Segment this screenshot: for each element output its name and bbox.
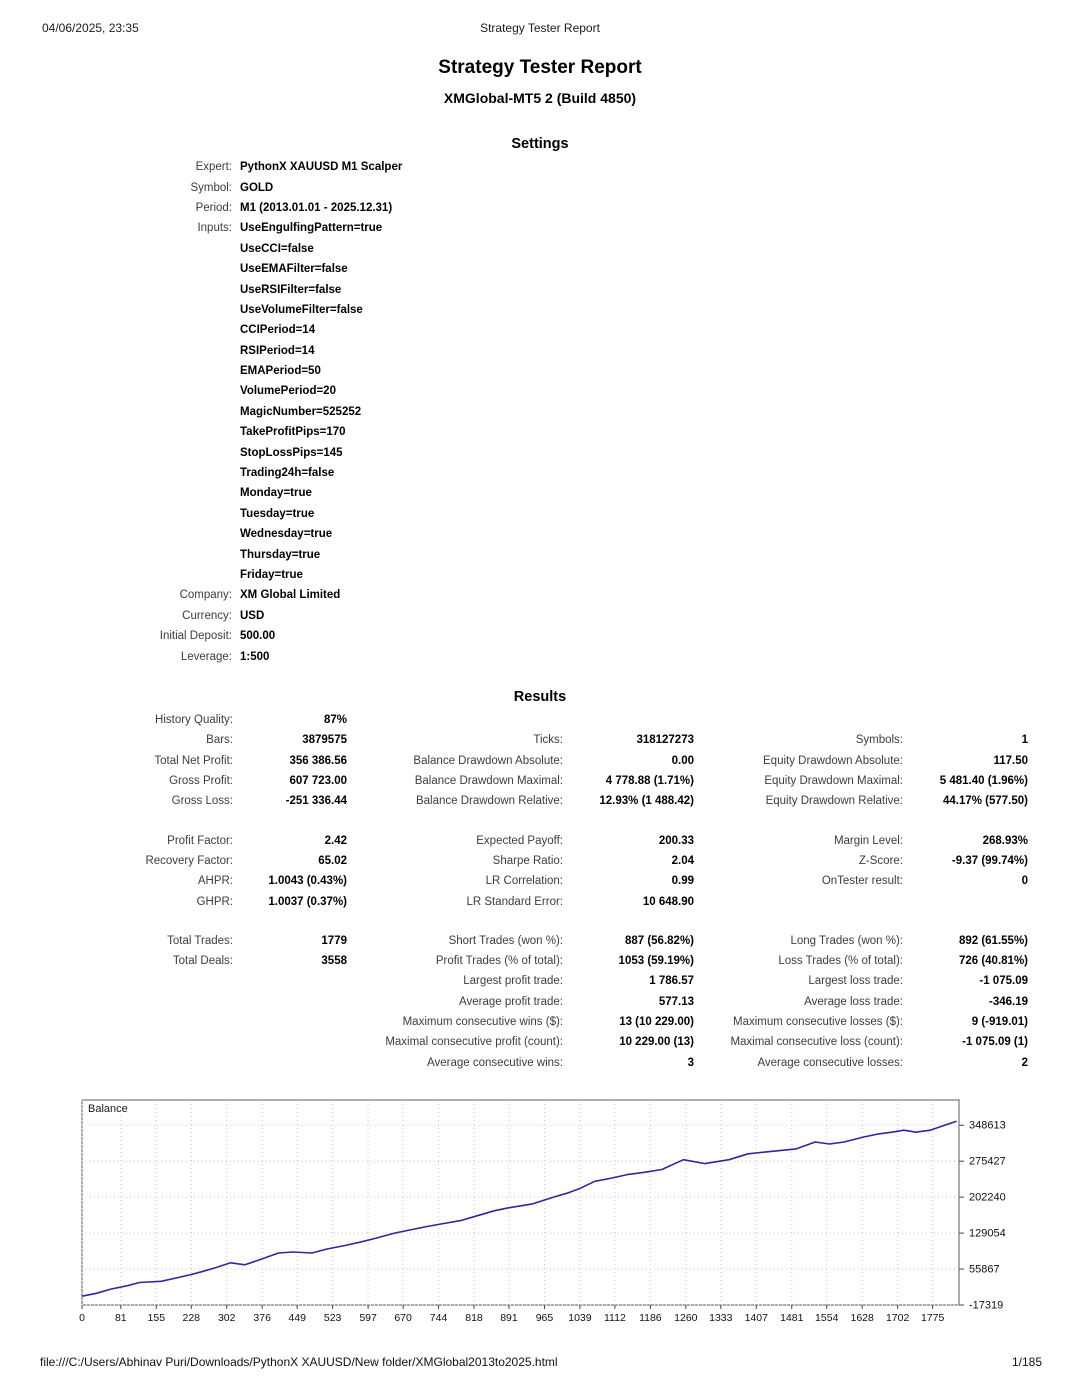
setting-value: UseEngulfingPattern=true: [240, 222, 383, 235]
x-tick-label: 449: [288, 1312, 306, 1324]
settings-row: [40, 442, 402, 462]
setting-value: XM Global Limited: [240, 589, 341, 602]
result-value: 356 386.56: [289, 754, 347, 767]
setting-value: Friday=true: [240, 569, 303, 581]
chart-legend-balance: Balance: [88, 1103, 128, 1115]
setting-value: EMAPeriod=50: [240, 365, 321, 378]
x-tick-label: 1481: [780, 1312, 804, 1324]
setting-label: Initial Deposit:: [159, 630, 232, 643]
settings-row: [40, 177, 402, 197]
setting-value: M1 (2013.01.01 - 2025.12.31): [240, 201, 393, 214]
results-row: [40, 710, 1028, 730]
result-value: 726 (40.81%): [958, 955, 1028, 968]
result-label: LR Correlation:: [485, 875, 563, 888]
result-label: Average loss trade:: [804, 995, 903, 1008]
result-label: Short Trades (won %):: [448, 934, 563, 947]
setting-value: Tuesday=true: [240, 507, 315, 520]
settings-row: [40, 646, 402, 666]
result-value: 65.02: [318, 854, 347, 867]
x-tick-label: 376: [253, 1312, 271, 1324]
result-label: AHPR:: [197, 875, 233, 888]
results-row: [40, 992, 1028, 1012]
result-value: 1779: [321, 934, 347, 947]
result-value: 10 229.00 (13): [619, 1036, 694, 1049]
x-tick-label: 1112: [604, 1312, 626, 1324]
x-tick-label: 744: [429, 1312, 448, 1324]
setting-label: Expert:: [195, 161, 232, 174]
setting-value: 1:500: [240, 650, 270, 663]
result-value: 3558: [321, 955, 347, 968]
setting-value: UseVolumeFilter=false: [240, 303, 363, 316]
page-header-title: Strategy Tester Report: [480, 21, 600, 35]
setting-value: UseRSIFilter=false: [240, 283, 342, 296]
results-row: [40, 1032, 1028, 1052]
result-label: Average consecutive losses:: [757, 1056, 903, 1069]
result-value: 3879575: [302, 734, 347, 747]
result-value: 2.04: [671, 854, 694, 867]
setting-value: UseEMAFilter=false: [240, 263, 348, 276]
result-label: Bars:: [206, 734, 233, 747]
setting-label: Company:: [179, 589, 232, 602]
setting-value: Monday=true: [240, 487, 312, 500]
results-row: [40, 891, 1028, 911]
results-row: [40, 751, 1028, 771]
result-label: Recovery Factor:: [145, 854, 233, 867]
result-label: Symbols:: [855, 734, 903, 747]
result-value: 2: [1021, 1056, 1028, 1069]
setting-value: RSIPeriod=14: [240, 344, 315, 357]
result-label: Equity Drawdown Absolute:: [763, 754, 903, 767]
settings-row: [40, 402, 402, 422]
x-tick-label: 1407: [744, 1312, 768, 1324]
setting-value: CCIPeriod=14: [240, 324, 316, 337]
results-row: [40, 931, 1028, 951]
settings-row: [40, 320, 402, 340]
result-label: Profit Factor:: [167, 834, 233, 847]
x-tick-label: 523: [323, 1312, 342, 1324]
result-value: 1.0043 (0.43%): [268, 875, 347, 888]
settings-row: [40, 198, 402, 218]
result-label: Largest profit trade:: [463, 975, 563, 988]
result-label: Equity Drawdown Relative:: [765, 795, 903, 808]
result-label: Gross Profit:: [169, 775, 233, 788]
settings-row: [40, 524, 402, 544]
result-label: Maximal consecutive profit (count):: [385, 1036, 563, 1049]
result-value: 1.0037 (0.37%): [268, 895, 347, 908]
result-label: LR Standard Error:: [466, 895, 563, 908]
setting-label: Inputs:: [197, 222, 232, 235]
result-value: 607 723.00: [289, 775, 347, 788]
result-value: 577.13: [658, 995, 694, 1008]
result-label: Ticks:: [533, 734, 563, 747]
result-value: 0: [1021, 875, 1028, 888]
result-value: 44.17% (577.50): [942, 795, 1028, 808]
setting-value: MagicNumber=525252: [240, 405, 362, 418]
results-heading: Results: [513, 689, 567, 705]
result-value: 268.93%: [982, 834, 1028, 847]
x-tick-label: 891: [500, 1312, 518, 1324]
x-tick-label: 0: [79, 1312, 85, 1324]
result-value: 200.33: [658, 834, 694, 847]
results-row: [40, 951, 1028, 971]
results-row: [40, 771, 1028, 791]
setting-value: Wednesday=true: [240, 528, 333, 541]
result-value: 10 648.90: [642, 895, 694, 908]
result-value: 2.42: [324, 834, 347, 847]
setting-value: VolumePeriod=20: [240, 385, 336, 398]
x-tick-label: 1333: [709, 1312, 733, 1324]
results-row: [40, 730, 1028, 750]
settings-row: [40, 361, 402, 381]
result-label: Total Trades:: [167, 934, 233, 947]
settings-row: [40, 463, 402, 483]
result-value: 3: [687, 1056, 694, 1069]
results-row: [40, 1052, 1028, 1072]
result-label: Balance Drawdown Absolute:: [413, 754, 563, 767]
settings-row: [40, 381, 402, 401]
x-tick-label: 965: [535, 1312, 554, 1324]
setting-label: Leverage:: [180, 650, 232, 663]
y-tick-label: 275427: [969, 1155, 1006, 1168]
settings-row: [40, 279, 402, 299]
setting-label: Period:: [195, 201, 232, 214]
result-value: -9.37 (99.74%): [951, 854, 1028, 867]
settings-row: [40, 585, 402, 605]
result-label: Balance Drawdown Relative:: [415, 795, 563, 808]
result-label: GHPR:: [196, 895, 233, 908]
result-value: 0.99: [671, 875, 694, 888]
x-tick-label: 1628: [850, 1312, 874, 1324]
result-label: Total Deals:: [172, 955, 233, 968]
result-value: -346.19: [988, 995, 1028, 1008]
setting-label: Currency:: [182, 609, 232, 622]
result-value: 13 (10 229.00): [619, 1016, 694, 1028]
x-tick-label: 1775: [920, 1312, 945, 1324]
settings-table: [40, 157, 402, 667]
settings-row: [40, 422, 402, 442]
report-title: Strategy Tester Report: [438, 57, 642, 78]
report-subtitle: XMGlobal-MT5 2 (Build 4850): [443, 90, 637, 106]
settings-row: [40, 239, 402, 259]
setting-value: UseCCI=false: [240, 242, 314, 255]
settings-row: [40, 504, 402, 524]
result-label: History Quality:: [155, 714, 233, 727]
result-label: Sharpe Ratio:: [492, 854, 563, 867]
settings-row: [40, 259, 402, 279]
result-label: Expected Payoff:: [476, 834, 563, 847]
footer-file-path: file:///C:/Users/Abhinav Puri/Downloads/PythonX XAUUSD/New folder/XMGlobal2013to2025.html: [40, 1355, 558, 1369]
result-label: Loss Trades (% of total):: [778, 955, 903, 968]
result-value: 117.50: [993, 754, 1028, 767]
plot-border: [82, 1100, 959, 1305]
balance-chart: [78, 1098, 1073, 1348]
result-label: OnTester result:: [821, 875, 903, 888]
setting-value: TakeProfitPips=170: [240, 426, 346, 439]
result-value: 9 (-919.01): [971, 1016, 1028, 1028]
result-value: 892 (61.55%): [958, 934, 1028, 947]
result-value: -1 075.09 (1): [962, 1036, 1028, 1049]
result-label: Maximal consecutive loss (count):: [730, 1036, 903, 1049]
result-label: Maximum consecutive losses ($):: [733, 1016, 903, 1028]
x-tick-label: 1554: [815, 1312, 839, 1324]
x-tick-label: 1702: [885, 1312, 910, 1324]
setting-value: Trading24h=false: [240, 467, 335, 480]
result-value: -1 075.09: [979, 975, 1028, 988]
x-tick-label: 1186: [639, 1312, 662, 1324]
settings-row: [40, 544, 402, 564]
results-row: [40, 871, 1028, 891]
y-tick-label: 348613: [969, 1119, 1006, 1132]
result-label: Profit Trades (% of total):: [435, 955, 563, 968]
result-label: Margin Level:: [833, 834, 903, 847]
result-label: Average profit trade:: [459, 995, 563, 1008]
x-tick-label: 597: [359, 1312, 377, 1324]
result-label: Total Net Profit:: [154, 754, 233, 767]
x-tick-label: 81: [114, 1312, 127, 1324]
results-group-spacer: [40, 912, 1028, 931]
settings-heading: Settings: [511, 136, 569, 152]
result-value: 1053 (59.19%): [618, 955, 694, 968]
settings-row: [40, 606, 402, 626]
result-value: 1 786.57: [649, 975, 694, 988]
settings-row: [40, 300, 402, 320]
setting-value: PythonX XAUUSD M1 Scalper: [240, 161, 403, 174]
results-row: [40, 1012, 1028, 1032]
x-tick-label: 155: [147, 1312, 166, 1324]
result-label: Maximum consecutive wins ($):: [402, 1016, 563, 1028]
x-tick-label: 1260: [674, 1312, 698, 1324]
result-value: 887 (56.82%): [624, 934, 694, 947]
results-row: [40, 851, 1028, 871]
printed-date: 04/06/2025, 23:35: [42, 21, 139, 35]
result-label: Equity Drawdown Maximal:: [764, 775, 903, 788]
y-tick-label: 55867: [969, 1263, 1000, 1276]
result-value: 1: [1021, 734, 1028, 747]
result-value: 318127273: [636, 734, 694, 747]
results-row: [40, 971, 1028, 991]
result-label: Z-Score:: [858, 854, 903, 867]
settings-row: [40, 341, 402, 361]
result-label: Gross Loss:: [171, 795, 233, 808]
result-label: Average consecutive wins:: [427, 1056, 563, 1069]
setting-label: Symbol:: [190, 181, 232, 194]
settings-row: [40, 565, 402, 585]
results-group-spacer: [40, 811, 1028, 830]
results-row: [40, 830, 1028, 850]
x-tick-label: 302: [217, 1312, 236, 1324]
result-label: Balance Drawdown Maximal:: [414, 775, 563, 788]
result-value: 5 481.40 (1.96%): [939, 775, 1028, 788]
result-value: 4 778.88 (1.71%): [605, 775, 694, 788]
settings-row: [40, 218, 402, 238]
results-row: [40, 791, 1028, 811]
y-tick-label: -17319: [969, 1299, 1004, 1312]
setting-value: USD: [240, 609, 265, 622]
x-tick-label: 228: [182, 1312, 201, 1324]
result-value: -251 336.44: [285, 795, 347, 808]
settings-row: [40, 157, 402, 177]
result-value: 12.93% (1 488.42): [599, 795, 694, 808]
setting-value: StopLossPips=145: [240, 446, 343, 459]
y-tick-label: 129054: [969, 1227, 1006, 1240]
setting-value: GOLD: [240, 181, 274, 194]
setting-value: 500.00: [240, 630, 276, 643]
result-label: Largest loss trade:: [808, 975, 903, 988]
settings-row: [40, 626, 402, 646]
y-tick-label: 202240: [969, 1191, 1006, 1204]
x-tick-label: 1039: [568, 1312, 592, 1324]
footer-page-number: 1/185: [1011, 1355, 1042, 1369]
x-tick-label: 818: [465, 1312, 483, 1324]
result-value: 87%: [323, 714, 347, 727]
x-tick-label: 670: [394, 1312, 412, 1324]
result-label: Long Trades (won %):: [790, 934, 903, 947]
settings-row: [40, 483, 402, 503]
result-value: 0.00: [671, 754, 694, 767]
setting-value: Thursday=true: [240, 548, 321, 561]
results-table: [40, 710, 1028, 1073]
